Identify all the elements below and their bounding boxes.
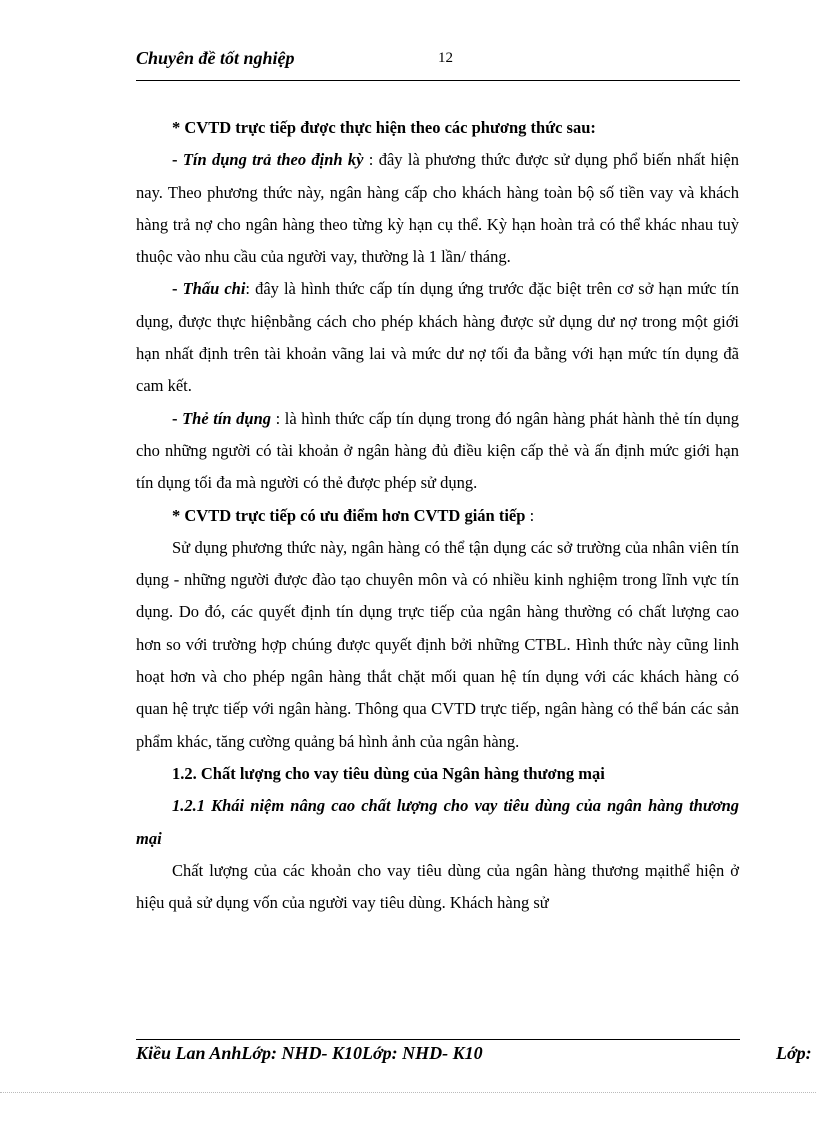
term-installment-credit: Tín dụng trả theo định kỳ [182, 150, 364, 170]
page-edge-divider [0, 1092, 816, 1093]
installment-credit-text: : đây là phương thức được sử dụng phổ biến nhất hiện nay. Theo phương thức này, ngân hàng cấp cho khách hàng toàn bộ số tiền vay và khách hàng trả nợ cho ngân hàng theo từng kỳ hạn cụ thể. Kỳ hạn hoàn trả có thể khác nhau tuỳ thuộc vào nhu cầu của người vay, thường là 1 lần/ tháng. [136, 150, 740, 267]
footer-divider [136, 1039, 740, 1040]
paragraph-advantages-heading [136, 500, 739, 532]
page-number: 12 [438, 50, 453, 66]
page-body [136, 112, 739, 919]
footer-class: Lớp: [776, 1043, 812, 1063]
overdraft-text: : đây là hình thức cấp tín dụng ứng trước đặc biệt trên cơ sở hạn mức tín dụng, được thực hiệnbằng cách cho phép khách hàng được sử dụng dư nợ trong một giới hạn nhất định trên tài khoản vãng lai và mức dư nợ tối đa bằng với hạn mức tín dụng đã cam kết. [136, 279, 739, 396]
document-title: Chuyên đề tốt nghiệp [136, 48, 295, 68]
credit-card-text: : là hình thức cấp tín dụng trong đó ngân hàng phát hành thẻ tín dụng cho những người có tài khoản ở ngân hàng đủ điều kiện cấp thẻ và ấn định mức giới hạn tín dụng tối đa mà người có thẻ được phép sử dụng. [136, 408, 740, 493]
term-credit-card: Thẻ tín dụng [182, 408, 272, 428]
paragraph-overdraft: - Thấu chi: đây là hình thức cấp tín dụng ứng trước đặc biệt trên cơ sở hạn mức tín dụng, được thực hiệnbằng cách cho phép khách hàng được sử dụng dư nợ trong một giới hạn nhất định trên tài khoản vãng lai và mức dư nợ tối đa bằng với hạn mức tín dụng đã cam kết. [136, 279, 739, 396]
paragraph-advantages: Sử dụng phương thức này, ngân hàng có thể tận dụng các sở trường của nhân viên tín dụng - những người được đào tạo chuyên môn và có nhiều kinh nghiệm trong lĩnh vực tín dụng. Do đó, các quyết định tín dụng trực tiếp của ngân hàng thường có chất lượng cao hơn so với trường hợp chúng được quyết định bởi những CTBL. Hình thức này cũng linh hoạt hơn và cho phép ngân hàng thắt chặt mối quan hệ tín dụng với các khách hàng có quan hệ trực tiếp với ngân hàng. Thông qua CVTD trực tiếp, ngân hàng có thể bán các sản phẩm khác, tăng cường quảng bá hình ảnh của ngân hàng. [136, 537, 739, 751]
paragraph-quality: Chất lượng của các khoản cho vay tiêu dùng của ngân hàng thương mạithể hiện ở hiệu quả sử dụng vốn của người vay tiêu dùng. Khách hàng sử [136, 860, 739, 913]
paragraph-methods-intro: * CVTD trực tiếp được thực hiện theo các phương thức sau: [172, 118, 596, 137]
paragraph-credit-card: - Thẻ tín dụng : là hình thức cấp tín dụng trong đó ngân hàng phát hành thẻ tín dụng cho những người có tài khoản ở ngân hàng đủ điều kiện cấp thẻ và ấn định mức giới hạn tín dụng tối đa mà người có thẻ được phép sử dụng. [136, 408, 740, 493]
footer-author: Kiều Lan AnhLớp: NHD- K10Lớp: NHD- K10 [136, 1043, 483, 1063]
header-divider [136, 80, 740, 81]
advantages-heading-tail: : [525, 505, 535, 525]
page-header [136, 46, 740, 74]
subsection-heading-1-2-1: 1.2.1 Khái niệm nâng cao chất lượng cho vay tiêu dùng của ngân hàng thương mại [136, 796, 739, 848]
advantages-heading: * CVTD trực tiếp có ưu điểm hơn CVTD gián tiếp [172, 505, 526, 525]
paragraph-installment-credit: - Tín dụng trả theo định kỳ : đây là phương thức được sử dụng phổ biến nhất hiện nay. Theo phương thức này, ngân hàng cấp cho khách hàng toàn bộ số tiền vay và khách hàng trả nợ cho ngân hàng theo từng kỳ hạn cụ thể. Kỳ hạn hoàn trả có thể khác nhau tuỳ thuộc vào nhu cầu của người vay, thường là 1 lần/ tháng. [136, 150, 740, 267]
section-heading-1-2: 1.2. Chất lượng cho vay tiêu dùng của Ngân hàng thương mại [172, 763, 605, 783]
term-overdraft: Thấu chi [182, 279, 246, 299]
